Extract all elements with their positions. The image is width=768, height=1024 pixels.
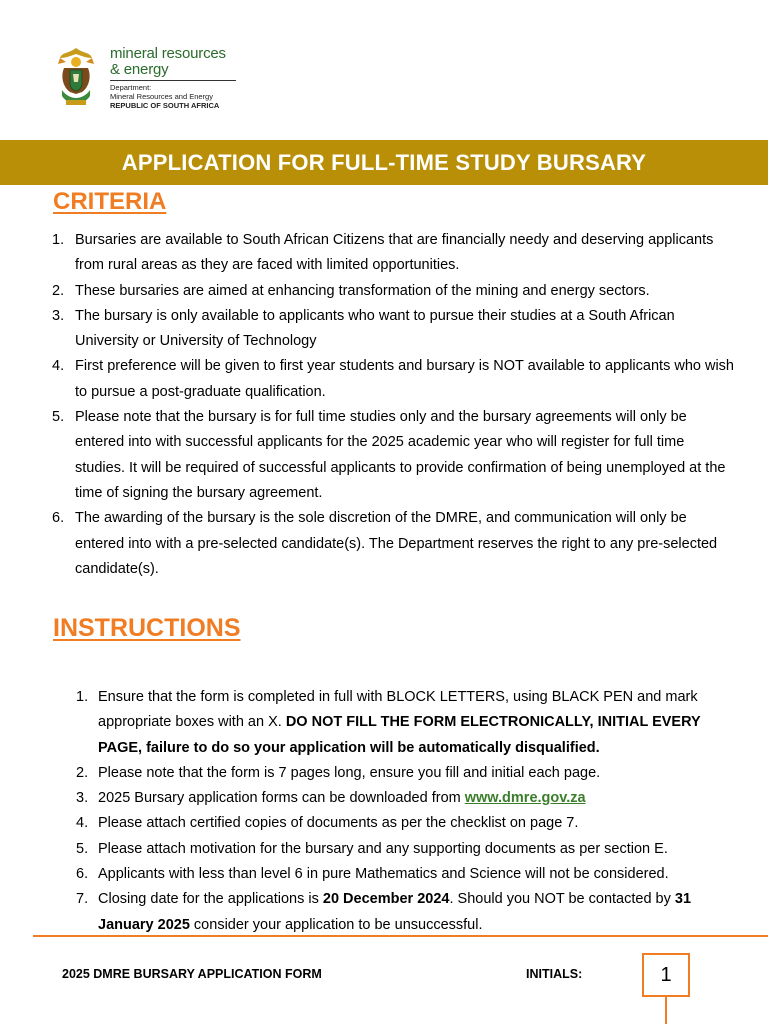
item-text: Closing date for the applications is [98, 891, 323, 908]
item-number: 6. [52, 510, 65, 527]
item-number: 2. [52, 282, 65, 299]
item-number: 4. [76, 815, 89, 832]
page-number: 1 [660, 963, 672, 986]
dmre-website-link[interactable]: www.dmre.gov.za [464, 790, 586, 807]
item-number: 1. [52, 232, 65, 248]
criteria-list [52, 228, 735, 582]
brand-name-line1: mineral resources [110, 45, 226, 62]
list-item [52, 228, 735, 279]
item-number: 4. [52, 358, 65, 375]
item-number: 3. [76, 790, 89, 807]
item-number: 5. [52, 409, 65, 426]
item-text: Please note that the form is 7 pages long, ensure you fill and initial each page. [98, 764, 601, 781]
footer-form-title: 2025 DMRE BURSARY APPLICATION FORM [62, 967, 322, 981]
list-item [76, 685, 748, 761]
closing-date: 20 December 2024 [322, 891, 450, 908]
item-text: Bursaries are available to South African Citizens that are financially needy and deserving applicants from rural areas as they are faced with limited opportunities. [75, 232, 714, 274]
item-number: 1. [76, 689, 89, 705]
page-title: APPLICATION FOR FULL-TIME STUDY BURSARY [121, 149, 647, 175]
list-item [76, 811, 748, 836]
list-item [76, 887, 748, 938]
list-item [52, 506, 735, 582]
initials-label: INITIALS: [526, 967, 583, 981]
dmre-logo [56, 44, 246, 110]
item-text: Ensure that the form is completed in full with BLOCK LETTERS, using BLACK PEN and mark appropriate boxes with an X. [98, 689, 698, 731]
item-warning: DO NOT FILL THE FORM ELECTRONICALLY, INITIAL EVERY PAGE, failure to do so your application will be automatically disqualified. [98, 714, 701, 756]
contact-deadline: 31 January 2025 [98, 891, 692, 933]
list-item [52, 304, 735, 355]
item-text: Please attach motivation for the bursary and any supporting documents as per section E. [98, 840, 668, 857]
item-text: Applicants with less than level 6 in pure Mathematics and Science will not be considered. [98, 866, 669, 883]
list-item [76, 761, 748, 786]
item-number: 5. [76, 840, 89, 857]
item-text: 2025 Bursary application forms can be downloaded from [98, 790, 465, 807]
item-text: First preference will be given to first year students and bursary is NOT available to applicants who wish to pursue a post-graduate qualification. [75, 358, 734, 400]
dept-name: Mineral Resources and Energy [110, 92, 213, 101]
instructions-list [76, 685, 748, 938]
item-number: 6. [76, 866, 89, 883]
item-text: . Should you NOT be contacted by [449, 891, 675, 908]
list-item [52, 279, 735, 304]
country-name: REPUBLIC OF SOUTH AFRICA [110, 101, 220, 110]
list-item [52, 354, 735, 405]
item-text: These bursaries are aimed at enhancing transformation of the mining and energy sectors. [75, 282, 650, 299]
list-item [76, 786, 748, 811]
dept-label: Department: [110, 83, 152, 92]
list-item [52, 405, 735, 506]
title-banner [0, 140, 768, 185]
item-text: consider your application to be unsuccessful. [189, 916, 483, 933]
coat-of-arms-icon [56, 44, 96, 108]
item-text: The awarding of the bursary is the sole discretion of the DMRE, and communication will only be entered into with a pre-selected candidate(s). The Department reserves the right to any pre-selected candidate(s). [75, 510, 718, 577]
brand-name-line2: & energy [110, 61, 169, 78]
criteria-heading: CRITERIA [53, 188, 167, 215]
item-text: The bursary is only available to applicants who want to pursue their studies at a South African University or University of Technology [75, 307, 675, 350]
item-number: 3. [52, 307, 65, 324]
instructions-heading: INSTRUCTIONS [53, 614, 241, 642]
list-item [76, 837, 748, 862]
page-box-connector [665, 995, 667, 1024]
page-number-box [642, 953, 690, 997]
brand-divider [110, 80, 236, 81]
item-text: Please note that the bursary is for full time studies only and the bursary agreements will only be entered into with successful applicants for the 2025 academic year who will register for full time studies. It will be required of successful applicants to provide confirmation of being unemployed at the time of signing the bursary agreement. [75, 409, 726, 501]
item-number: 2. [76, 764, 89, 781]
item-number: 7. [76, 891, 89, 908]
footer-divider [33, 935, 768, 937]
list-item [76, 862, 748, 887]
item-text: Please attach certified copies of documents as per the checklist on page 7. [98, 815, 579, 832]
